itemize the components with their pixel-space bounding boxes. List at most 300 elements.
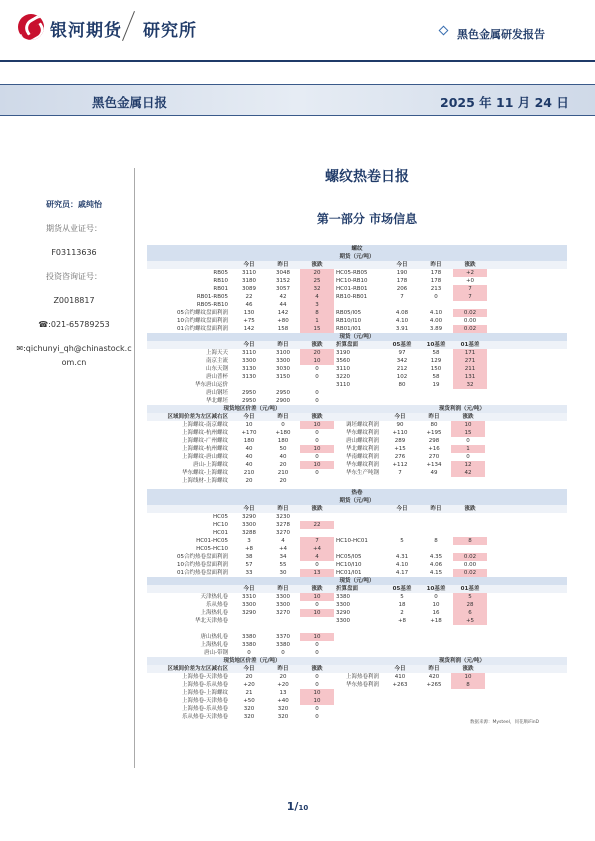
table-cell xyxy=(334,513,385,521)
table-row xyxy=(147,529,567,537)
table-cell: 区域间价差为左区减右区 xyxy=(167,414,228,420)
table-cell: 80 xyxy=(430,422,438,428)
table-cell xyxy=(334,477,383,485)
table-cell xyxy=(266,617,300,625)
table-cell: 0 xyxy=(434,594,438,600)
section-label: 现货（元/吨） xyxy=(339,334,375,340)
table-cell xyxy=(385,529,419,537)
table-cell: 3290 xyxy=(242,610,256,616)
table-row xyxy=(147,301,567,309)
table-cell: 90 xyxy=(396,422,404,428)
table-cell: 10 xyxy=(300,421,334,429)
table-cell: 华北天津热卷 xyxy=(194,618,228,624)
table-cell: 10合约热卷盘面利润 xyxy=(177,562,228,568)
basis-label: 现货地区价差（元/吨） xyxy=(223,658,281,664)
consult-number: Z0018817 xyxy=(53,296,95,305)
table-cell: 5 xyxy=(400,594,404,600)
table-row xyxy=(147,545,567,553)
report-date: 2025 年 11 月 24 日 xyxy=(440,95,569,110)
table-cell: 05合约螺纹盘面利润 xyxy=(177,310,228,316)
table-cell: 上海线材-上海螺纹 xyxy=(182,478,228,484)
table-cell: HC10/I10 xyxy=(336,562,362,568)
table-cell: 3300 xyxy=(242,522,256,528)
table-row xyxy=(147,625,567,633)
table-cell: 206 xyxy=(396,286,408,292)
section-header xyxy=(147,245,567,253)
table-cell: 171 xyxy=(453,349,487,357)
table-cell: 0 xyxy=(315,714,319,720)
table-cell: 55 xyxy=(279,562,287,568)
table-row xyxy=(147,617,567,625)
table-cell xyxy=(419,649,453,657)
table-cell: 3300 xyxy=(276,602,290,608)
table-cell: 3300 xyxy=(242,602,256,608)
table-cell: 102 xyxy=(396,374,408,380)
table-cell: 上海热轧卷 xyxy=(200,610,228,616)
table-cell: RB01 xyxy=(213,286,228,292)
table-row xyxy=(147,681,567,689)
table-cell xyxy=(300,625,334,633)
table-cell xyxy=(334,301,385,309)
table-cell: RB01-RB05 xyxy=(196,294,228,300)
table-cell xyxy=(419,529,453,537)
section-header xyxy=(147,497,567,505)
table-cell xyxy=(383,705,417,713)
table-cell: +4 xyxy=(278,546,288,552)
table-cell: 0 xyxy=(247,650,251,656)
table-cell: 华东唐山运价 xyxy=(194,382,228,388)
table-cell: 01合约热卷盘面利润 xyxy=(177,570,228,576)
section-label: 期货（元/吨） xyxy=(339,498,375,504)
table-cell: 3270 xyxy=(276,610,290,616)
table-cell: 上海螺纹-杭州螺纹 xyxy=(182,446,228,452)
table-cell: 50 xyxy=(279,446,287,452)
table-cell: 7 xyxy=(300,537,334,545)
table-cell: 320 xyxy=(277,714,289,720)
table-row xyxy=(147,569,567,577)
email-address[interactable]: ✉:qichunyi_qh@chinastock.com.cn xyxy=(16,344,132,367)
table-cell: 上海热卷-上海螺纹 xyxy=(182,690,228,696)
table-cell xyxy=(383,477,417,485)
table-row xyxy=(147,461,567,469)
table-cell: 山东天钢 xyxy=(205,366,228,372)
table-cell: 10 xyxy=(300,593,334,601)
table-cell: 4.10 xyxy=(429,310,443,316)
table-cell xyxy=(300,513,334,521)
table-row xyxy=(147,373,567,381)
table-cell: 3380 xyxy=(336,594,350,600)
table-cell: 今日 xyxy=(243,506,255,512)
table-cell: 0.00 xyxy=(463,318,477,324)
table-cell: 178 xyxy=(396,278,408,284)
table-cell: 上海天天 xyxy=(205,350,228,356)
table-cell xyxy=(334,697,383,705)
table-cell: +20 xyxy=(277,682,289,688)
header-divider xyxy=(0,60,595,62)
table-cell: 3270 xyxy=(276,530,290,536)
table-cell: 320 xyxy=(243,714,255,720)
table-cell: 今日 xyxy=(396,262,408,268)
table-cell: HC05 xyxy=(213,514,228,520)
table-cell: 4.10 xyxy=(395,562,409,568)
table-cell: +170 xyxy=(241,430,257,436)
table-cell: 7 xyxy=(398,470,402,476)
table-cell: +18 xyxy=(430,618,442,624)
table-cell: 8 xyxy=(451,681,485,689)
table-cell: HC10-RB10 xyxy=(336,278,368,284)
table-cell: 昨日 xyxy=(277,506,289,512)
table-cell: 20 xyxy=(245,674,253,680)
table-cell: 8 xyxy=(434,538,438,544)
table-cell: 上海热卷-天津热卷 xyxy=(182,698,228,704)
table-cell: HC05-HC10 xyxy=(196,546,228,552)
table-cell: 0 xyxy=(281,422,285,428)
table-cell: 华北螺坯 xyxy=(205,398,228,404)
table-cell xyxy=(419,389,453,397)
table-cell xyxy=(451,689,485,697)
section-label: 现货（元/吨） xyxy=(339,578,375,584)
table-cell: 46 xyxy=(245,302,253,308)
table-cell xyxy=(417,713,451,721)
table-cell xyxy=(232,381,266,389)
table-cell: +195 xyxy=(426,430,442,436)
table-cell: 3380 xyxy=(242,642,256,648)
table-cell: 唐山-上海螺纹 xyxy=(193,462,228,468)
table-cell: 38 xyxy=(245,554,253,560)
table-cell: 涨跌 xyxy=(311,666,323,672)
table-cell xyxy=(451,477,485,485)
table-row xyxy=(147,649,567,657)
table-cell: +0 xyxy=(465,278,475,284)
table-cell: +110 xyxy=(392,430,408,436)
table-cell: 34 xyxy=(279,554,287,560)
table-row xyxy=(147,673,567,681)
table-cell: 210 xyxy=(243,470,255,476)
table-cell xyxy=(385,397,419,405)
table-cell: 3 xyxy=(300,301,334,309)
table-cell: 142 xyxy=(243,326,255,332)
table-cell: +112 xyxy=(392,462,408,468)
table-cell: 7 xyxy=(453,293,487,301)
table-cell: 20 xyxy=(300,269,334,277)
table-cell: 10基差 xyxy=(426,586,446,592)
table-cell: 4.10 xyxy=(395,318,409,324)
profit-label: 现货利润（元/吨） xyxy=(438,658,485,664)
table-cell: 22 xyxy=(245,294,253,300)
table-cell xyxy=(453,545,487,553)
table-cell: 3150 xyxy=(276,374,290,380)
table-cell: HC10-HC01 xyxy=(336,538,368,544)
table-cell: 01基差 xyxy=(460,342,480,348)
section-header xyxy=(147,577,567,585)
table-cell: HC10 xyxy=(213,522,228,528)
table-cell: 7 xyxy=(400,294,404,300)
table-cell: 3130 xyxy=(242,366,256,372)
table-cell: 今日 xyxy=(243,342,255,348)
table-cell: 10基差 xyxy=(426,342,446,348)
table-cell xyxy=(419,633,453,641)
table-cell: RB05-RB10 xyxy=(196,302,228,308)
table-cell: 3130 xyxy=(242,374,256,380)
table-cell xyxy=(385,513,419,521)
table-cell: +2 xyxy=(453,269,487,277)
table-cell: 3300 xyxy=(276,594,290,600)
table-cell: 0 xyxy=(315,706,319,712)
table-cell: 40 xyxy=(279,454,287,460)
table-cell: 4 xyxy=(300,553,334,561)
page-title: 螺纹热卷日报 xyxy=(325,169,409,185)
table-cell: 昨日 xyxy=(277,666,289,672)
table-cell: HC05-RB05 xyxy=(336,270,368,276)
table-cell: 折算盘面 xyxy=(336,342,359,348)
table-cell: 15 xyxy=(300,325,334,333)
table-cell xyxy=(419,625,453,633)
table-cell: 150 xyxy=(430,366,442,372)
table-cell: 10 xyxy=(300,609,334,617)
table-cell xyxy=(385,521,419,529)
table-cell: 01合约螺纹盘面利润 xyxy=(177,326,228,332)
table-cell: RB10 xyxy=(213,278,228,284)
table-cell: 折算盘面 xyxy=(336,586,359,592)
table-cell: 49 xyxy=(430,470,438,476)
report-series: 黑色金属研发报告 xyxy=(457,28,545,41)
table-cell: 28 xyxy=(453,601,487,609)
table-cell: 2900 xyxy=(276,398,290,404)
table-cell: 20 xyxy=(279,478,287,484)
table-cell: 上海螺纹-广州螺纹 xyxy=(182,438,228,444)
table-cell xyxy=(147,585,232,593)
table-cell: 华东螺纹-上海螺纹 xyxy=(182,470,228,476)
section-title: 第一部分 市场信息 xyxy=(316,212,418,226)
table-cell: 唐山钢坯 xyxy=(205,390,228,396)
table-cell: RB10/I10 xyxy=(336,318,362,324)
table-cell xyxy=(334,689,383,697)
table-cell: 5 xyxy=(400,538,404,544)
table-cell: 3380 xyxy=(242,634,256,640)
table-row xyxy=(147,325,567,333)
table-cell: 4.00 xyxy=(429,318,443,324)
table-cell xyxy=(300,477,334,485)
table-cell: 3030 xyxy=(276,366,290,372)
section-label: 螺纹 xyxy=(351,246,363,252)
table-row xyxy=(147,513,567,521)
table-cell: 130 xyxy=(243,310,255,316)
table-cell xyxy=(334,713,383,721)
table-cell xyxy=(300,617,334,625)
table-cell: 0 xyxy=(315,470,319,476)
table-cell: 涨跌 xyxy=(464,506,476,512)
table-row xyxy=(147,469,567,477)
table-cell: 0 xyxy=(315,674,319,680)
table-cell: 4.17 xyxy=(395,570,409,576)
table-cell: 25 xyxy=(300,277,334,285)
table-cell: 0 xyxy=(466,438,470,444)
table-cell: 44 xyxy=(279,302,287,308)
table-cell: 6 xyxy=(453,609,487,617)
table-cell: 42 xyxy=(279,294,287,300)
table-cell: +180 xyxy=(275,430,291,436)
table-row xyxy=(147,633,567,641)
section-header xyxy=(147,253,567,261)
table-cell xyxy=(419,513,453,521)
table-cell: 2 xyxy=(400,610,404,616)
page-current: 1/ xyxy=(286,800,299,813)
table-cell xyxy=(147,505,232,513)
table-cell xyxy=(300,381,334,389)
market-info-table xyxy=(147,245,567,721)
table-cell xyxy=(334,397,385,405)
table-cell: 30 xyxy=(279,570,287,576)
table-row xyxy=(147,421,567,429)
table-cell xyxy=(453,397,487,405)
table-cell: 210 xyxy=(277,470,289,476)
table-cell xyxy=(453,641,487,649)
table-cell xyxy=(453,301,487,309)
table-cell xyxy=(334,505,385,513)
table-cell: 57 xyxy=(245,562,253,568)
profit-label: 现货利润（元/吨） xyxy=(438,406,485,412)
table-cell: 华东热卷利润 xyxy=(345,682,379,688)
table-cell: 0 xyxy=(315,454,319,460)
table-row xyxy=(147,357,567,365)
table-cell: +40 xyxy=(277,698,289,704)
table-cell: +4 xyxy=(300,545,334,553)
table-cell: 4.35 xyxy=(429,554,443,560)
table-cell: 上海热卷-乐从热卷 xyxy=(182,706,228,712)
table-cell: 上海热卷利润 xyxy=(345,674,379,680)
section-header xyxy=(147,333,567,341)
table-cell: 42 xyxy=(451,469,485,477)
table-cell: 昨日 xyxy=(428,414,440,420)
table-cell xyxy=(334,389,385,397)
table-cell: 211 xyxy=(453,365,487,373)
table-cell: 420 xyxy=(428,674,440,680)
table-cell: 8 xyxy=(300,309,334,317)
table-cell: 10 xyxy=(300,357,334,365)
table-cell xyxy=(451,705,485,713)
table-cell: RB05/I05 xyxy=(336,310,362,316)
table-cell: 1 xyxy=(451,445,485,453)
table-row xyxy=(147,429,567,437)
table-cell: 3057 xyxy=(276,286,290,292)
table-cell: 3370 xyxy=(276,634,290,640)
table-cell: 华东螺纹利润 xyxy=(345,430,379,436)
table-head-row xyxy=(147,585,567,593)
table-cell: 今日 xyxy=(243,262,255,268)
table-row xyxy=(147,697,567,705)
table-cell xyxy=(334,649,385,657)
brand-name: 银河期货 xyxy=(50,21,122,41)
divider-slash xyxy=(122,11,135,41)
table-cell xyxy=(266,625,300,633)
license-number: F03113636 xyxy=(51,248,97,257)
table-cell: +8 xyxy=(397,618,407,624)
analyst-sidebar xyxy=(14,198,134,366)
table-head-row xyxy=(147,413,567,421)
report-type: 黑色金属日报 xyxy=(92,95,168,110)
table-cell: +20 xyxy=(243,682,255,688)
table-cell: 10 xyxy=(300,633,334,641)
table-cell: 3310 xyxy=(242,594,256,600)
table-cell xyxy=(385,649,419,657)
table-cell: 342 xyxy=(396,358,408,364)
table-cell: 3278 xyxy=(276,522,290,528)
table-cell: 0 xyxy=(315,682,319,688)
table-cell: 0 xyxy=(315,562,319,568)
data-source-note: 数据来源：Mysteel，同花顺iFinD xyxy=(470,720,540,725)
table-cell: 涨跌 xyxy=(311,342,323,348)
table-cell xyxy=(385,633,419,641)
analyst-name: 研究员：戚纯怡 xyxy=(46,200,102,209)
table-cell: 涨跌 xyxy=(311,414,323,420)
table-cell: 上海螺纹-杭州螺纹 xyxy=(182,430,228,436)
table-cell xyxy=(419,641,453,649)
table-cell: 10 xyxy=(245,422,253,428)
table-cell: 华南螺纹利润 xyxy=(345,454,379,460)
table-cell: 0 xyxy=(315,430,319,436)
table-cell: 10 xyxy=(300,689,334,697)
table-cell: 0 xyxy=(315,374,319,380)
table-cell: HC01-HC05 xyxy=(196,538,228,544)
table-row xyxy=(147,445,567,453)
table-cell: 190 xyxy=(396,270,408,276)
table-cell: HC01/I01 xyxy=(336,570,362,576)
table-cell: 0.00 xyxy=(463,562,477,568)
table-cell: 410 xyxy=(394,674,406,680)
table-cell xyxy=(385,641,419,649)
table-cell xyxy=(334,529,385,537)
table-cell: 10 xyxy=(432,602,440,608)
table-cell: 3288 xyxy=(242,530,256,536)
table-head-row xyxy=(147,505,567,513)
table-cell: 今日 xyxy=(243,586,255,592)
table-cell xyxy=(334,633,385,641)
table-cell: 0 xyxy=(315,602,319,608)
split-header xyxy=(147,657,567,665)
table-cell: 320 xyxy=(277,706,289,712)
diamond-icon xyxy=(439,26,449,36)
table-cell: 唐山螺纹利润 xyxy=(345,438,379,444)
table-row xyxy=(147,269,567,277)
table-row xyxy=(147,593,567,601)
table-cell: 10 xyxy=(300,461,334,469)
table-cell: 上海螺纹-南京螺纹 xyxy=(182,422,228,428)
table-cell xyxy=(383,697,417,705)
table-cell: 华东生产吨钢 xyxy=(345,470,379,476)
table-cell: 0 xyxy=(434,294,438,300)
table-cell xyxy=(385,545,419,553)
table-cell xyxy=(453,625,487,633)
table-cell: 3290 xyxy=(242,514,256,520)
table-cell: 南京主流 xyxy=(205,358,228,364)
table-cell: +50 xyxy=(243,698,255,704)
table-cell: 华北螺纹利润 xyxy=(345,446,379,452)
table-cell xyxy=(147,625,232,633)
table-cell: 3110 xyxy=(242,350,256,356)
table-cell: 涨跌 xyxy=(311,262,323,268)
table-cell: 华东螺纹利润 xyxy=(345,462,379,468)
table-row xyxy=(147,389,567,397)
table-cell: 15 xyxy=(451,429,485,437)
table-cell: 昨日 xyxy=(277,414,289,420)
table-row xyxy=(147,601,567,609)
table-cell: 3110 xyxy=(242,270,256,276)
table-cell xyxy=(453,389,487,397)
table-cell: 05基差 xyxy=(392,586,412,592)
section-label: 期货（元/吨） xyxy=(339,254,375,260)
table-cell xyxy=(147,341,232,349)
table-cell: 3152 xyxy=(276,278,290,284)
